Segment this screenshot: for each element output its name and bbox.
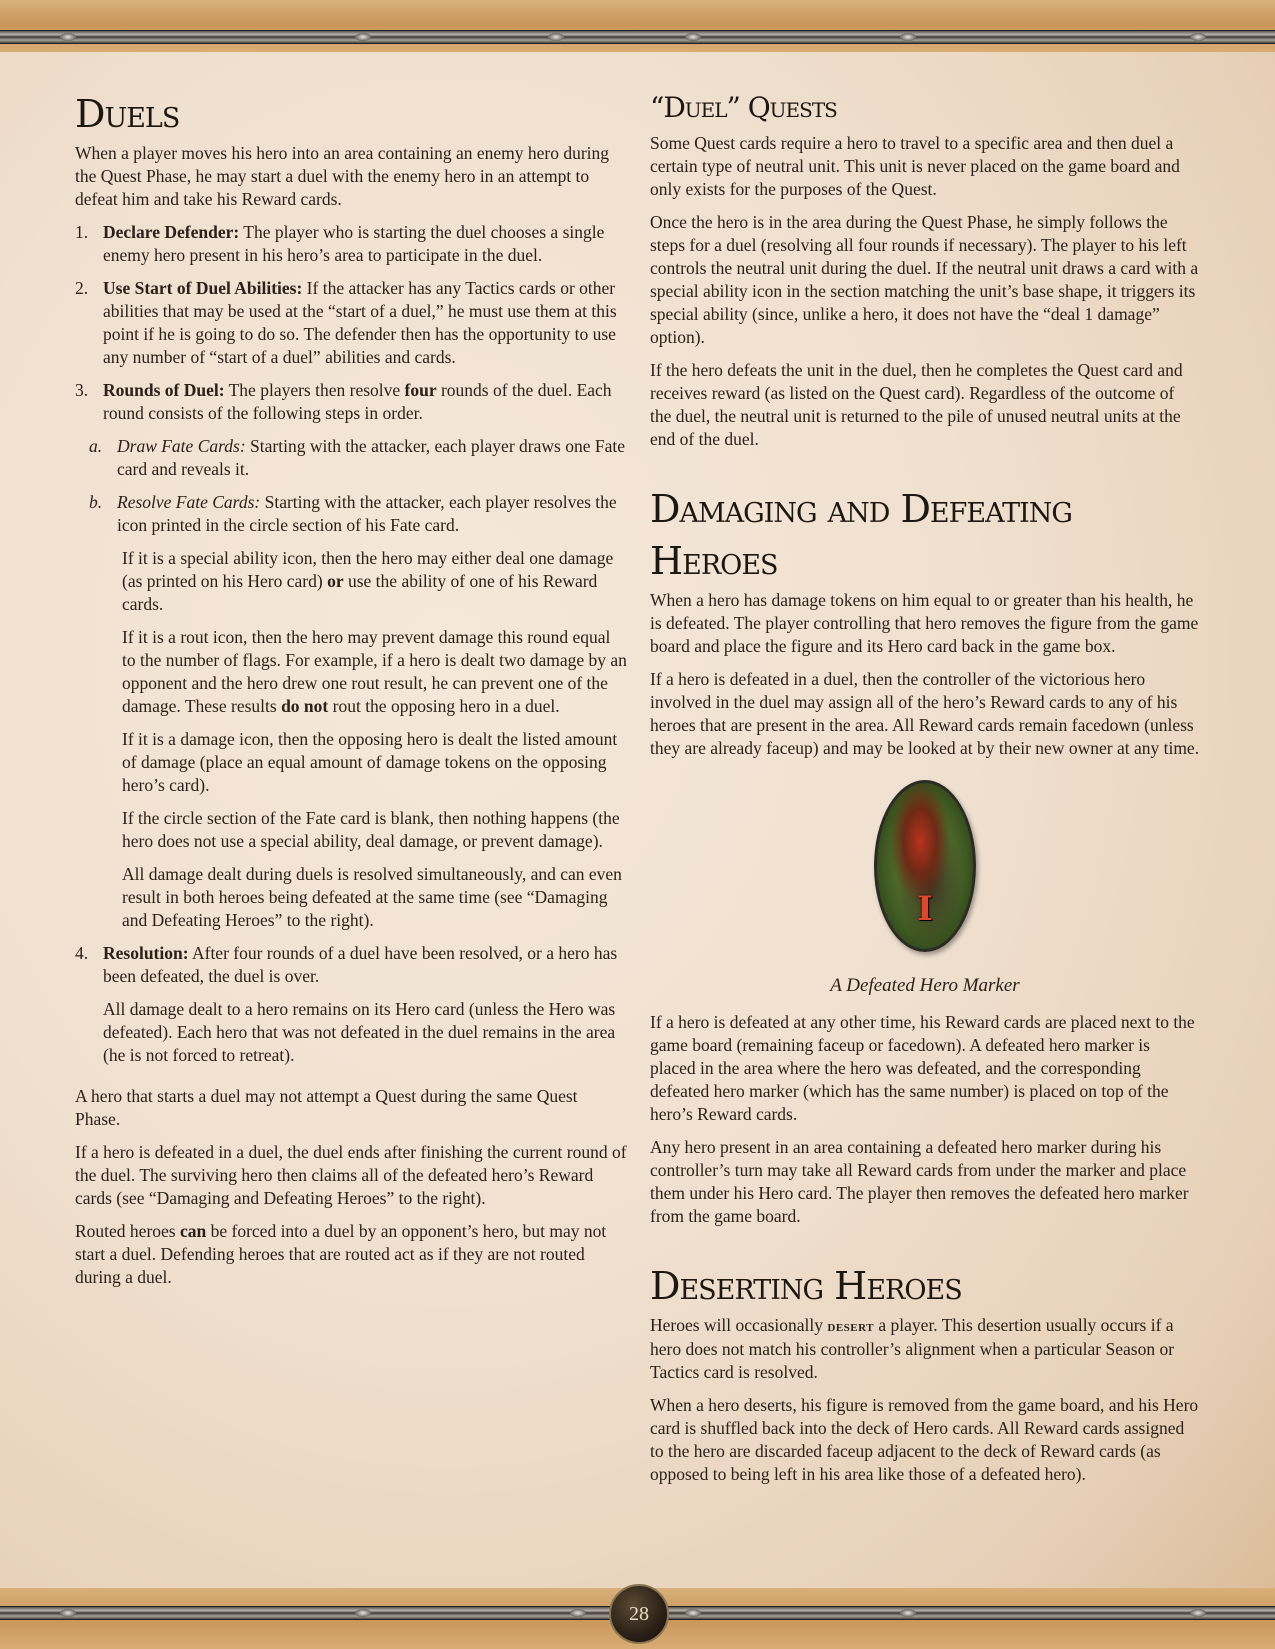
duel-quests-p1: Some Quest cards require a hero to travel to a specific area and then duel a certain type of neutral unit. This unit is never placed on the game board and only exists for the purposes of the Quest. — [650, 133, 1180, 199]
top-border — [0, 0, 1275, 52]
duel-quests-p2: Once the hero is in the area during the Quest Phase, he simply follows the steps for a duel (resolving all four rounds if necessary). The player to his left controls the neutral unit during the duel. If the neutral unit draws a card with a special ability icon in the section matching the unit’s base shape, it triggers its special ability (since, unlike a hero, it does not have the “deal 1 damage” option). — [650, 212, 1199, 347]
damaging-p2: If a hero is defeated in a duel, then the controller of the victorious hero involved in the duel may assign all of the hero’s Reward cards to any of his heroes that are present in the area. All Reward cards remain facedown (unless they are already faceup) and may be looked at by their new owner at any time. — [650, 669, 1200, 758]
special-ability-rule: If it is a special ability icon, then the hero may either deal one damage (as printed on his Hero card) or use the ability of one of his Reward cards. — [122, 548, 614, 614]
substep-resolve-fate: b. Resolve Fate Cards: Starting with the attacker, each player resolves the icon printed in the circle section of his Fate card. — [89, 492, 617, 535]
defeated-hero-marker-image — [874, 780, 976, 952]
rout-rule: If it is a rout icon, then the hero may prevent damage this round equal to the number of flags. For example, if a hero is dealt two damage by an opponent and the hero drew one rout result, he can prevent one of the damage. These results do not rout the opposing hero in a duel. — [122, 627, 627, 716]
routed-heroes-rule: Routed heroes can be forced into a duel by an opponent’s hero, but may not start a duel. Defending heroes that are routed act as if they are not routed during a duel. — [75, 1221, 607, 1287]
damaging-heading: Damaging and Defeating Heroes — [650, 487, 1072, 583]
marker-caption: A Defeated Hero Marker — [830, 975, 1020, 996]
left-column — [75, 88, 627, 1299]
damaging-p4: Any hero present in an area containing a defeated hero marker during his controller’s turn may take all Reward cards from under the marker and place them under his Hero card. The player then removes the defeated hero marker from the game board. — [650, 1137, 1189, 1226]
damaging-p3: If a hero is defeated at any other time, his Reward cards are placed next to the game board (remaining faceup or facedown). A defeated hero marker is placed in the area where the hero was defeated, and the corresponding defeated hero marker (which has the same number) is placed on top of the hero’s Reward cards. — [650, 1012, 1195, 1124]
duel-quests-heading: “Duel” Quests — [650, 91, 837, 124]
step-resolution: 4. Resolution: After four rounds of a duel have been resolved, or a hero has been defeated, the duel is over. — [75, 943, 618, 986]
duel-quest-restriction: A hero that starts a duel may not attempt a Quest during the same Quest Phase. — [75, 1086, 578, 1129]
defeated-hero-marker-figure — [650, 780, 1200, 970]
deserting-p2: When a hero deserts, his figure is removed from the game board, and his Hero card is shuffled back into the deck of Hero cards. All Reward cards assigned to the hero are discarded faceup adjacent to the deck of Reward cards (as opposed to being left in his area like those of a defeated hero). — [650, 1395, 1199, 1484]
blank-rule: If the circle section of the Fate card is blank, then nothing happens (the hero does not use a special ability, deal damage, or prevent damage). — [122, 808, 620, 851]
simultaneous-rule: All damage dealt during duels is resolved simultaneously, and can even result in both heroes being defeated at the same time (see “Damaging and Defeating Heroes” to the right). — [122, 864, 622, 930]
deserting-p1: Heroes will occasionally desert a player. This desertion usually occurs if a hero does not match his controller’s alignment when a particular Season or Tactics card is resolved. — [650, 1315, 1175, 1382]
duels-intro: When a player moves his hero into an area containing an enemy hero during the Quest Phase, he may start a duel with the enemy hero in an attempt to defeat him and take his Reward cards. — [75, 143, 610, 209]
page-number: 28 — [609, 1584, 669, 1644]
substep-draw-fate: a. Draw Fate Cards: Starting with the attacker, each player draws one Fate card and reveals it. — [89, 436, 625, 479]
damage-icon-rule: If it is a damage icon, then the opposing hero is dealt the listed amount of damage (place an equal amount of damage tokens on the opposing hero’s card). — [122, 729, 618, 795]
damaging-p1: When a hero has damage tokens on him equal to or greater than his health, he is defeated. The player controlling that hero removes the figure from the game board and place the figure and its Hero card back in the game box. — [650, 590, 1199, 656]
deserting-heading: Deserting Heroes — [650, 1264, 962, 1308]
top-metal-bar — [0, 30, 1275, 44]
step-start-of-duel: 2. Use Start of Duel Abilities: If the attacker has any Tactics cards or other abilities that may be used at the “start of a duel,” he must use them at this point if he is going to do so. The defender then has the opportunity to use any number of “start of a duel” abilities and cards. — [75, 278, 617, 367]
duel-quests-p3: If the hero defeats the unit in the duel, then he completes the Quest card and receives reward (as listed on the Quest card). Regardless of the outcome of the duel, the neutral unit is returned to the pile of unused neutral units at the end of the duel. — [650, 360, 1183, 449]
duels-heading: Duels — [75, 92, 180, 136]
right-column — [650, 88, 1200, 1496]
marker-number: I — [917, 889, 933, 929]
step-declare-defender: 1. Declare Defender: The player who is starting the duel chooses a single enemy hero present in his hero’s area to participate in the duel. — [75, 222, 605, 265]
duel-defeat-rule: If a hero is defeated in a duel, the duel ends after finishing the current round of the duel. The surviving hero then claims all of the defeated hero’s Reward cards (see “Damaging and Defeating Heroes” to the right). — [75, 1142, 627, 1208]
step-rounds-of-duel: 3. Rounds of Duel: The players then resolve four rounds of the duel. Each round consists of the following steps in order. — [75, 380, 612, 423]
resolution-note: All damage dealt to a hero remains on its Hero card (unless the Hero was defeated). Each hero that was not defeated in the duel remains in the area (he is not forced to retreat). — [103, 999, 616, 1065]
